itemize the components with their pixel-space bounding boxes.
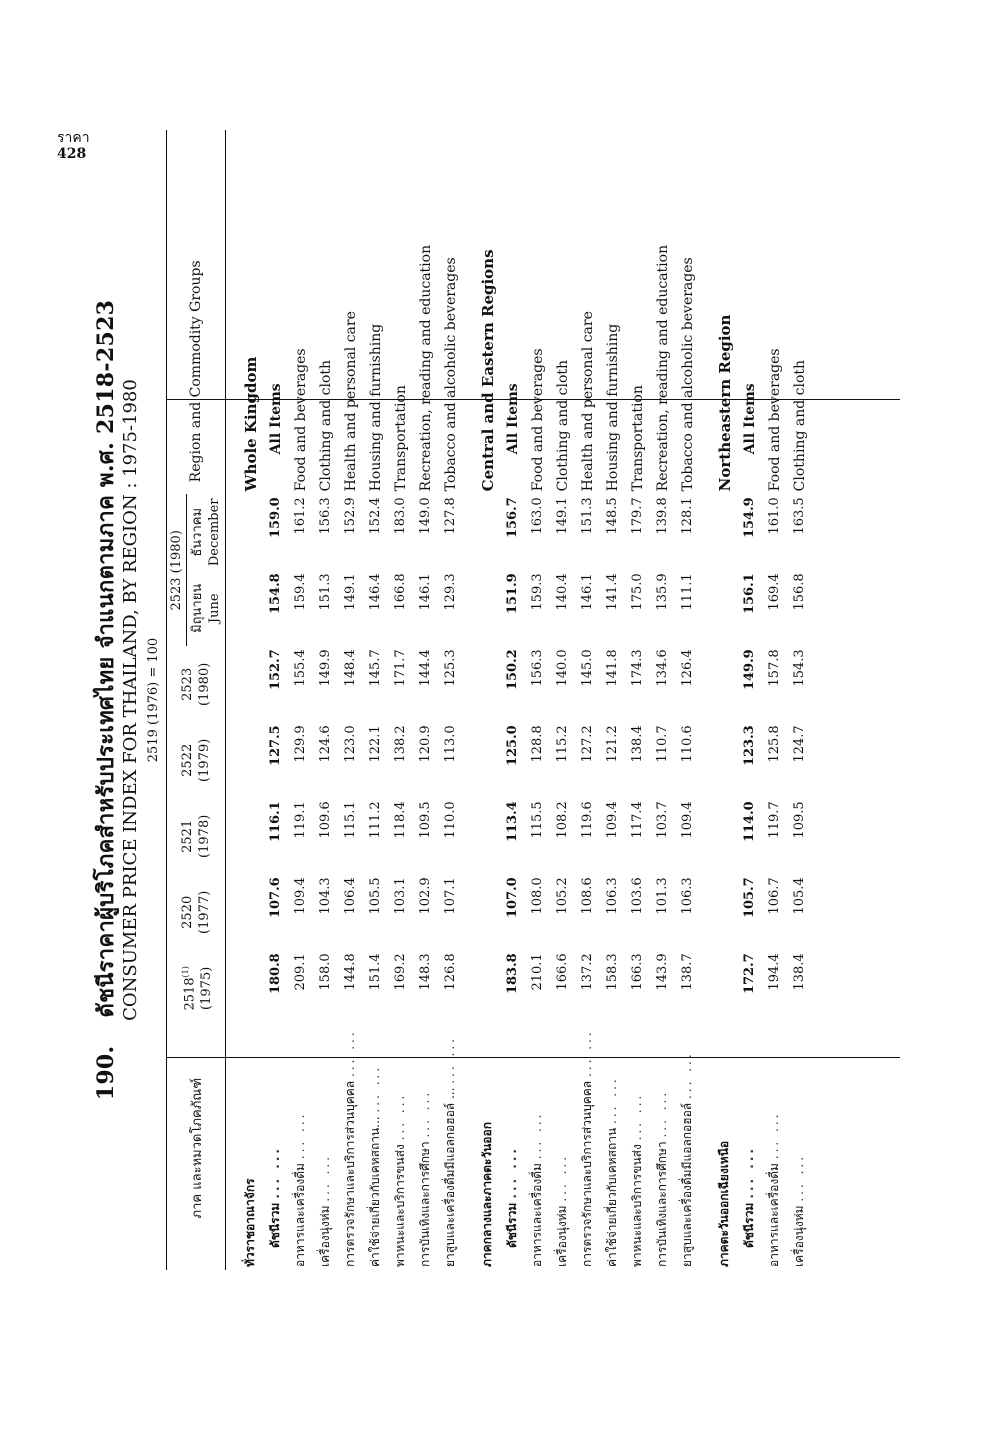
region-name-thai: ภาคตะวันออกเฉียงเหนือ <box>717 1140 731 1267</box>
index-value: 151.4 <box>368 953 383 991</box>
index-value: 115.5 <box>530 801 545 839</box>
index-value: 115.1 <box>343 801 358 839</box>
index-value: 159.4 <box>293 573 308 611</box>
index-value: 156.8 <box>792 573 807 611</box>
index-value: 109.5 <box>418 801 433 839</box>
table-row <box>263 130 288 1270</box>
page-number: 428 <box>57 146 87 162</box>
index-value: 140.0 <box>555 649 570 687</box>
index-value: 127.8 <box>443 497 458 535</box>
index-value: 119.1 <box>293 801 308 839</box>
index-value: 152.9 <box>343 497 358 535</box>
table-row <box>288 130 313 1270</box>
index-value: 151.3 <box>580 497 595 535</box>
index-value: 125.8 <box>767 725 782 763</box>
index-value: 175.0 <box>630 573 645 611</box>
index-value: 124.6 <box>318 725 333 763</box>
index-value: 148.4 <box>343 649 358 687</box>
header-col-2520: 2520 (1977) <box>167 874 226 950</box>
commodity-name-thai: ดัชนีรวม ... ... <box>505 1146 519 1248</box>
commodity-name-english: Housing and furnishing <box>604 323 621 492</box>
index-value: 125.0 <box>505 725 520 767</box>
commodity-name-english: All Items <box>267 383 284 455</box>
index-value: 126.8 <box>443 953 458 991</box>
index-value: 149.9 <box>318 649 333 687</box>
index-value: 169.2 <box>393 953 408 991</box>
index-value: 107.1 <box>443 877 458 915</box>
index-value: 107.0 <box>505 877 520 919</box>
commodity-name-thai: เครื่องนุ่งห่ม ... ... <box>555 1153 569 1267</box>
index-value: 172.7 <box>742 953 757 995</box>
index-value: 110.0 <box>443 801 458 839</box>
commodity-name-thai: อาหารและเครื่องดื่ม ... ... <box>767 1111 781 1267</box>
index-value: 124.7 <box>792 725 807 763</box>
index-value: 148.5 <box>605 497 620 535</box>
index-value: 117.4 <box>630 801 645 839</box>
index-value: 127.2 <box>580 725 595 763</box>
index-value: 159.3 <box>530 573 545 611</box>
index-value: 159.0 <box>268 497 283 539</box>
index-value: 141.4 <box>605 573 620 611</box>
table-title-thai <box>88 130 123 1270</box>
commodity-name-english: All Items <box>741 383 758 455</box>
index-value: 158.0 <box>318 953 333 991</box>
commodity-name-english: Clothing and cloth <box>317 359 334 492</box>
index-value: 106.7 <box>767 877 782 915</box>
region-name-english: Central and Eastern Regions <box>478 249 497 492</box>
region-name-thai: ทั่วราชอาณาจักร <box>243 1178 257 1267</box>
commodity-name-english: Food and beverages <box>292 348 309 492</box>
region-name-thai: ภาคกลางและภาคตะวันออก <box>480 1122 494 1267</box>
commodity-name-english: Recreation, reading and education <box>417 244 434 492</box>
index-value: 103.6 <box>630 877 645 915</box>
index-value: 110.7 <box>655 725 670 763</box>
index-value: 109.4 <box>605 801 620 839</box>
index-value: 105.2 <box>555 877 570 915</box>
commodity-name-english: Housing and furnishing <box>367 323 384 492</box>
index-value: 135.9 <box>655 573 670 611</box>
index-value: 140.4 <box>555 573 570 611</box>
index-value: 105.5 <box>368 877 383 915</box>
header-col-2521: 2521 (1978) <box>167 798 226 874</box>
table-title-english: CONSUMER PRICE INDEX FOR THAILAND, BY REGION : 1975-1980 <box>120 379 141 1021</box>
commodity-name-english: Clothing and cloth <box>554 359 571 492</box>
table-row <box>413 130 438 1270</box>
index-value: 138.2 <box>393 725 408 763</box>
table-row <box>550 130 575 1270</box>
index-value: 166.8 <box>393 573 408 611</box>
region-name-english: Northeastern Region <box>715 314 734 492</box>
index-value: 111.2 <box>368 801 383 839</box>
table-body <box>226 130 813 1270</box>
index-value: 113.4 <box>505 801 520 843</box>
index-value: 169.4 <box>767 573 782 611</box>
index-value: 128.1 <box>680 497 695 535</box>
commodity-name-thai: พาหนะและบริการขนส่ง ... ... <box>393 1092 407 1267</box>
commodity-name-thai: ค่าใช้จ่ายเกี่ยวกับเคหสถาน ... ... <box>605 1076 619 1267</box>
index-value: 156.7 <box>505 497 520 539</box>
index-value: 154.8 <box>268 573 283 615</box>
spacer-row <box>700 130 712 1270</box>
index-value: 106.3 <box>605 877 620 915</box>
commodity-name-english: Recreation, reading and education <box>654 244 671 492</box>
index-value: 145.7 <box>368 649 383 687</box>
table-row <box>650 130 675 1270</box>
table-row <box>525 130 550 1270</box>
index-value: 103.7 <box>655 801 670 839</box>
index-value: 154.9 <box>742 497 757 539</box>
header-col-2522: 2522 (1979) <box>167 722 226 798</box>
commodity-name-english: Transportation <box>629 385 646 492</box>
column-divider-right <box>166 399 900 400</box>
table-row <box>737 130 762 1270</box>
index-value: 139.8 <box>655 497 670 535</box>
index-value: 149.1 <box>555 497 570 535</box>
index-value: 155.4 <box>293 649 308 687</box>
index-value: 146.4 <box>368 573 383 611</box>
index-value: 161.0 <box>767 497 782 535</box>
index-value: 149.9 <box>742 649 757 691</box>
commodity-name-english: Food and beverages <box>529 348 546 492</box>
index-value: 126.4 <box>680 649 695 687</box>
index-value: 156.3 <box>530 649 545 687</box>
commodity-name-thai: ยาสูบและเครื่องดื่มมีแอลกอฮอล์ ... ... <box>680 1051 694 1267</box>
index-value: 183.0 <box>393 497 408 535</box>
index-value: 125.3 <box>443 649 458 687</box>
index-value: 171.7 <box>393 649 408 687</box>
index-value: 209.1 <box>293 953 308 991</box>
header-english-groups: Region and Commodity Groups <box>167 130 226 494</box>
header-june: มิถุนายน June <box>190 583 222 633</box>
table-row <box>438 130 463 1270</box>
commodity-name-thai: การตรวจรักษาและบริการส่วนบุคคล ... ... <box>343 1029 357 1267</box>
table-row <box>625 130 650 1270</box>
index-value: 150.2 <box>505 649 520 691</box>
index-value: 119.7 <box>767 801 782 839</box>
index-value: 143.9 <box>655 953 670 991</box>
commodity-name-english: Health and personal care <box>579 311 596 492</box>
index-value: 111.1 <box>680 573 695 611</box>
region-header-row <box>475 130 500 1270</box>
index-value: 118.4 <box>393 801 408 839</box>
table-base-year: 2519 (1976) = 100 <box>146 637 161 763</box>
index-value: 109.4 <box>680 801 695 839</box>
table-row <box>762 130 787 1270</box>
index-value: 194.4 <box>767 953 782 991</box>
table-row <box>363 130 388 1270</box>
index-value: 108.2 <box>555 801 570 839</box>
index-value: 174.3 <box>630 649 645 687</box>
table-row <box>500 130 525 1270</box>
index-value: 127.5 <box>268 725 283 767</box>
commodity-name-thai: ดัชนีรวม ... ... <box>268 1146 282 1248</box>
index-value: 183.8 <box>505 953 520 995</box>
index-value: 121.2 <box>605 725 620 763</box>
index-value: 109.4 <box>293 877 308 915</box>
index-value: 166.3 <box>630 953 645 991</box>
index-value: 109.6 <box>318 801 333 839</box>
table-row <box>338 130 363 1270</box>
index-value: 146.1 <box>418 573 433 611</box>
index-value: 154.3 <box>792 649 807 687</box>
commodity-name-thai: ดัชนีรวม ... ... <box>742 1146 756 1248</box>
region-name-english: Whole Kingdom <box>241 356 260 492</box>
table-row <box>388 130 413 1270</box>
index-value: 105.7 <box>742 877 757 919</box>
commodity-name-english: Tobacco and alcoholic beverages <box>679 257 696 492</box>
index-value: 123.0 <box>343 725 358 763</box>
index-value: 151.9 <box>505 573 520 615</box>
index-value: 138.4 <box>630 725 645 763</box>
commodity-name-english: Tobacco and alcoholic beverages <box>442 257 459 492</box>
index-value: 145.0 <box>580 649 595 687</box>
index-value: 151.3 <box>318 573 333 611</box>
spacer-row <box>463 130 475 1270</box>
index-value: 138.7 <box>680 953 695 991</box>
index-value: 156.1 <box>742 573 757 615</box>
column-divider-left <box>166 1057 900 1058</box>
commodity-name-thai: อาหารและเครื่องดื่ม ... ... <box>530 1111 544 1267</box>
index-value: 144.8 <box>343 953 358 991</box>
index-value: 110.6 <box>680 725 695 763</box>
index-value: 114.0 <box>742 801 757 843</box>
index-value: 144.4 <box>418 649 433 687</box>
header-col-2523: 2523 (1980) <box>167 646 226 722</box>
index-value: 210.1 <box>530 953 545 991</box>
index-value: 152.7 <box>268 649 283 691</box>
commodity-name-english: Transportation <box>392 385 409 492</box>
index-value: 149.0 <box>418 497 433 535</box>
index-value: 106.4 <box>343 877 358 915</box>
index-value: 128.8 <box>530 725 545 763</box>
spacer-row <box>226 130 239 1270</box>
table-row <box>313 130 338 1270</box>
index-value: 104.3 <box>318 877 333 915</box>
table-row <box>575 130 600 1270</box>
index-value: 157.8 <box>767 649 782 687</box>
header-december: ธันวาคม December <box>190 498 222 567</box>
index-value: 106.3 <box>680 877 695 915</box>
table-row <box>600 130 625 1270</box>
index-value: 158.3 <box>605 953 620 991</box>
index-value: 149.1 <box>343 573 358 611</box>
commodity-name-thai: เครื่องนุ่งห่ม ... ... <box>792 1153 806 1267</box>
commodity-name-english: Clothing and cloth <box>791 359 808 492</box>
commodity-name-thai: การบันเทิงและการศึกษา ... ... <box>655 1089 669 1267</box>
rotated-table-frame <box>80 130 900 1270</box>
index-value: 156.3 <box>318 497 333 535</box>
commodity-name-thai: การบันเทิงและการศึกษา ... ... <box>418 1089 432 1267</box>
index-value: 138.4 <box>792 953 807 991</box>
index-value: 163.5 <box>792 497 807 535</box>
index-value: 163.0 <box>530 497 545 535</box>
header-col-2518: 2518$^{(1)}$ (1975) <box>167 950 226 1026</box>
index-value: 115.2 <box>555 725 570 763</box>
index-value: 129.9 <box>293 725 308 763</box>
header-thai-groups: ภาค และหมวดโภคภัณฑ์ <box>167 1026 226 1270</box>
index-value: 113.0 <box>443 725 458 763</box>
index-value: 105.4 <box>792 877 807 915</box>
index-value: 129.3 <box>443 573 458 611</box>
cpi-table <box>166 130 812 1270</box>
index-value: 123.3 <box>742 725 757 767</box>
index-value: 134.6 <box>655 649 670 687</box>
table-row <box>787 130 812 1270</box>
region-header-row <box>712 130 737 1270</box>
index-value: 161.2 <box>293 497 308 535</box>
region-header-row <box>238 130 263 1270</box>
title-thai-text: ดัชนีราคาผู้บริโภคสำหรับประเทศไทย จำแนกตามภาค พ.ศ. 2518-2523 <box>93 299 119 1018</box>
index-value: 107.6 <box>268 877 283 919</box>
index-value: 119.6 <box>580 801 595 839</box>
commodity-name-thai: พาหนะและบริการขนส่ง ... ... <box>630 1092 644 1267</box>
commodity-name-thai: ค่าใช้จ่ายเกี่ยวกับเคหสถาน... ... ... <box>368 1064 382 1267</box>
index-value: 103.1 <box>393 877 408 915</box>
table-number: 190. <box>93 1045 119 1101</box>
commodity-name-english: All Items <box>504 383 521 455</box>
index-value: 166.6 <box>555 953 570 991</box>
index-value: 116.1 <box>268 801 283 843</box>
index-value: 122.1 <box>368 725 383 763</box>
index-value: 101.3 <box>655 877 670 915</box>
commodity-name-thai: เครื่องนุ่งห่ม ... ... <box>318 1153 332 1267</box>
commodity-name-thai: ยาสูบและเครื่องดื่มมีแอลกอฮอล์ ... ... ... <box>443 1036 457 1267</box>
index-value: 137.2 <box>580 953 595 991</box>
index-value: 179.7 <box>630 497 645 535</box>
commodity-name-english: Food and beverages <box>766 348 783 492</box>
table-row <box>675 130 700 1270</box>
index-value: 108.6 <box>580 877 595 915</box>
commodity-name-english: Health and personal care <box>342 311 359 492</box>
index-value: 180.8 <box>268 953 283 995</box>
index-value: 148.3 <box>418 953 433 991</box>
index-value: 152.4 <box>368 497 383 535</box>
index-value: 108.0 <box>530 877 545 915</box>
commodity-name-thai: อาหารและเครื่องดื่ม ... ... <box>293 1111 307 1267</box>
page-section-label: ราคา <box>57 130 90 146</box>
index-value: 146.1 <box>580 573 595 611</box>
header-2523-group: 2523 (1980) <box>167 494 187 646</box>
index-value: 120.9 <box>418 725 433 763</box>
index-value: 109.5 <box>792 801 807 839</box>
index-value: 102.9 <box>418 877 433 915</box>
table-header <box>167 130 226 1270</box>
index-value: 141.8 <box>605 649 620 687</box>
commodity-name-thai: การตรวจรักษาและบริการส่วนบุคคล ... ... <box>580 1029 594 1267</box>
